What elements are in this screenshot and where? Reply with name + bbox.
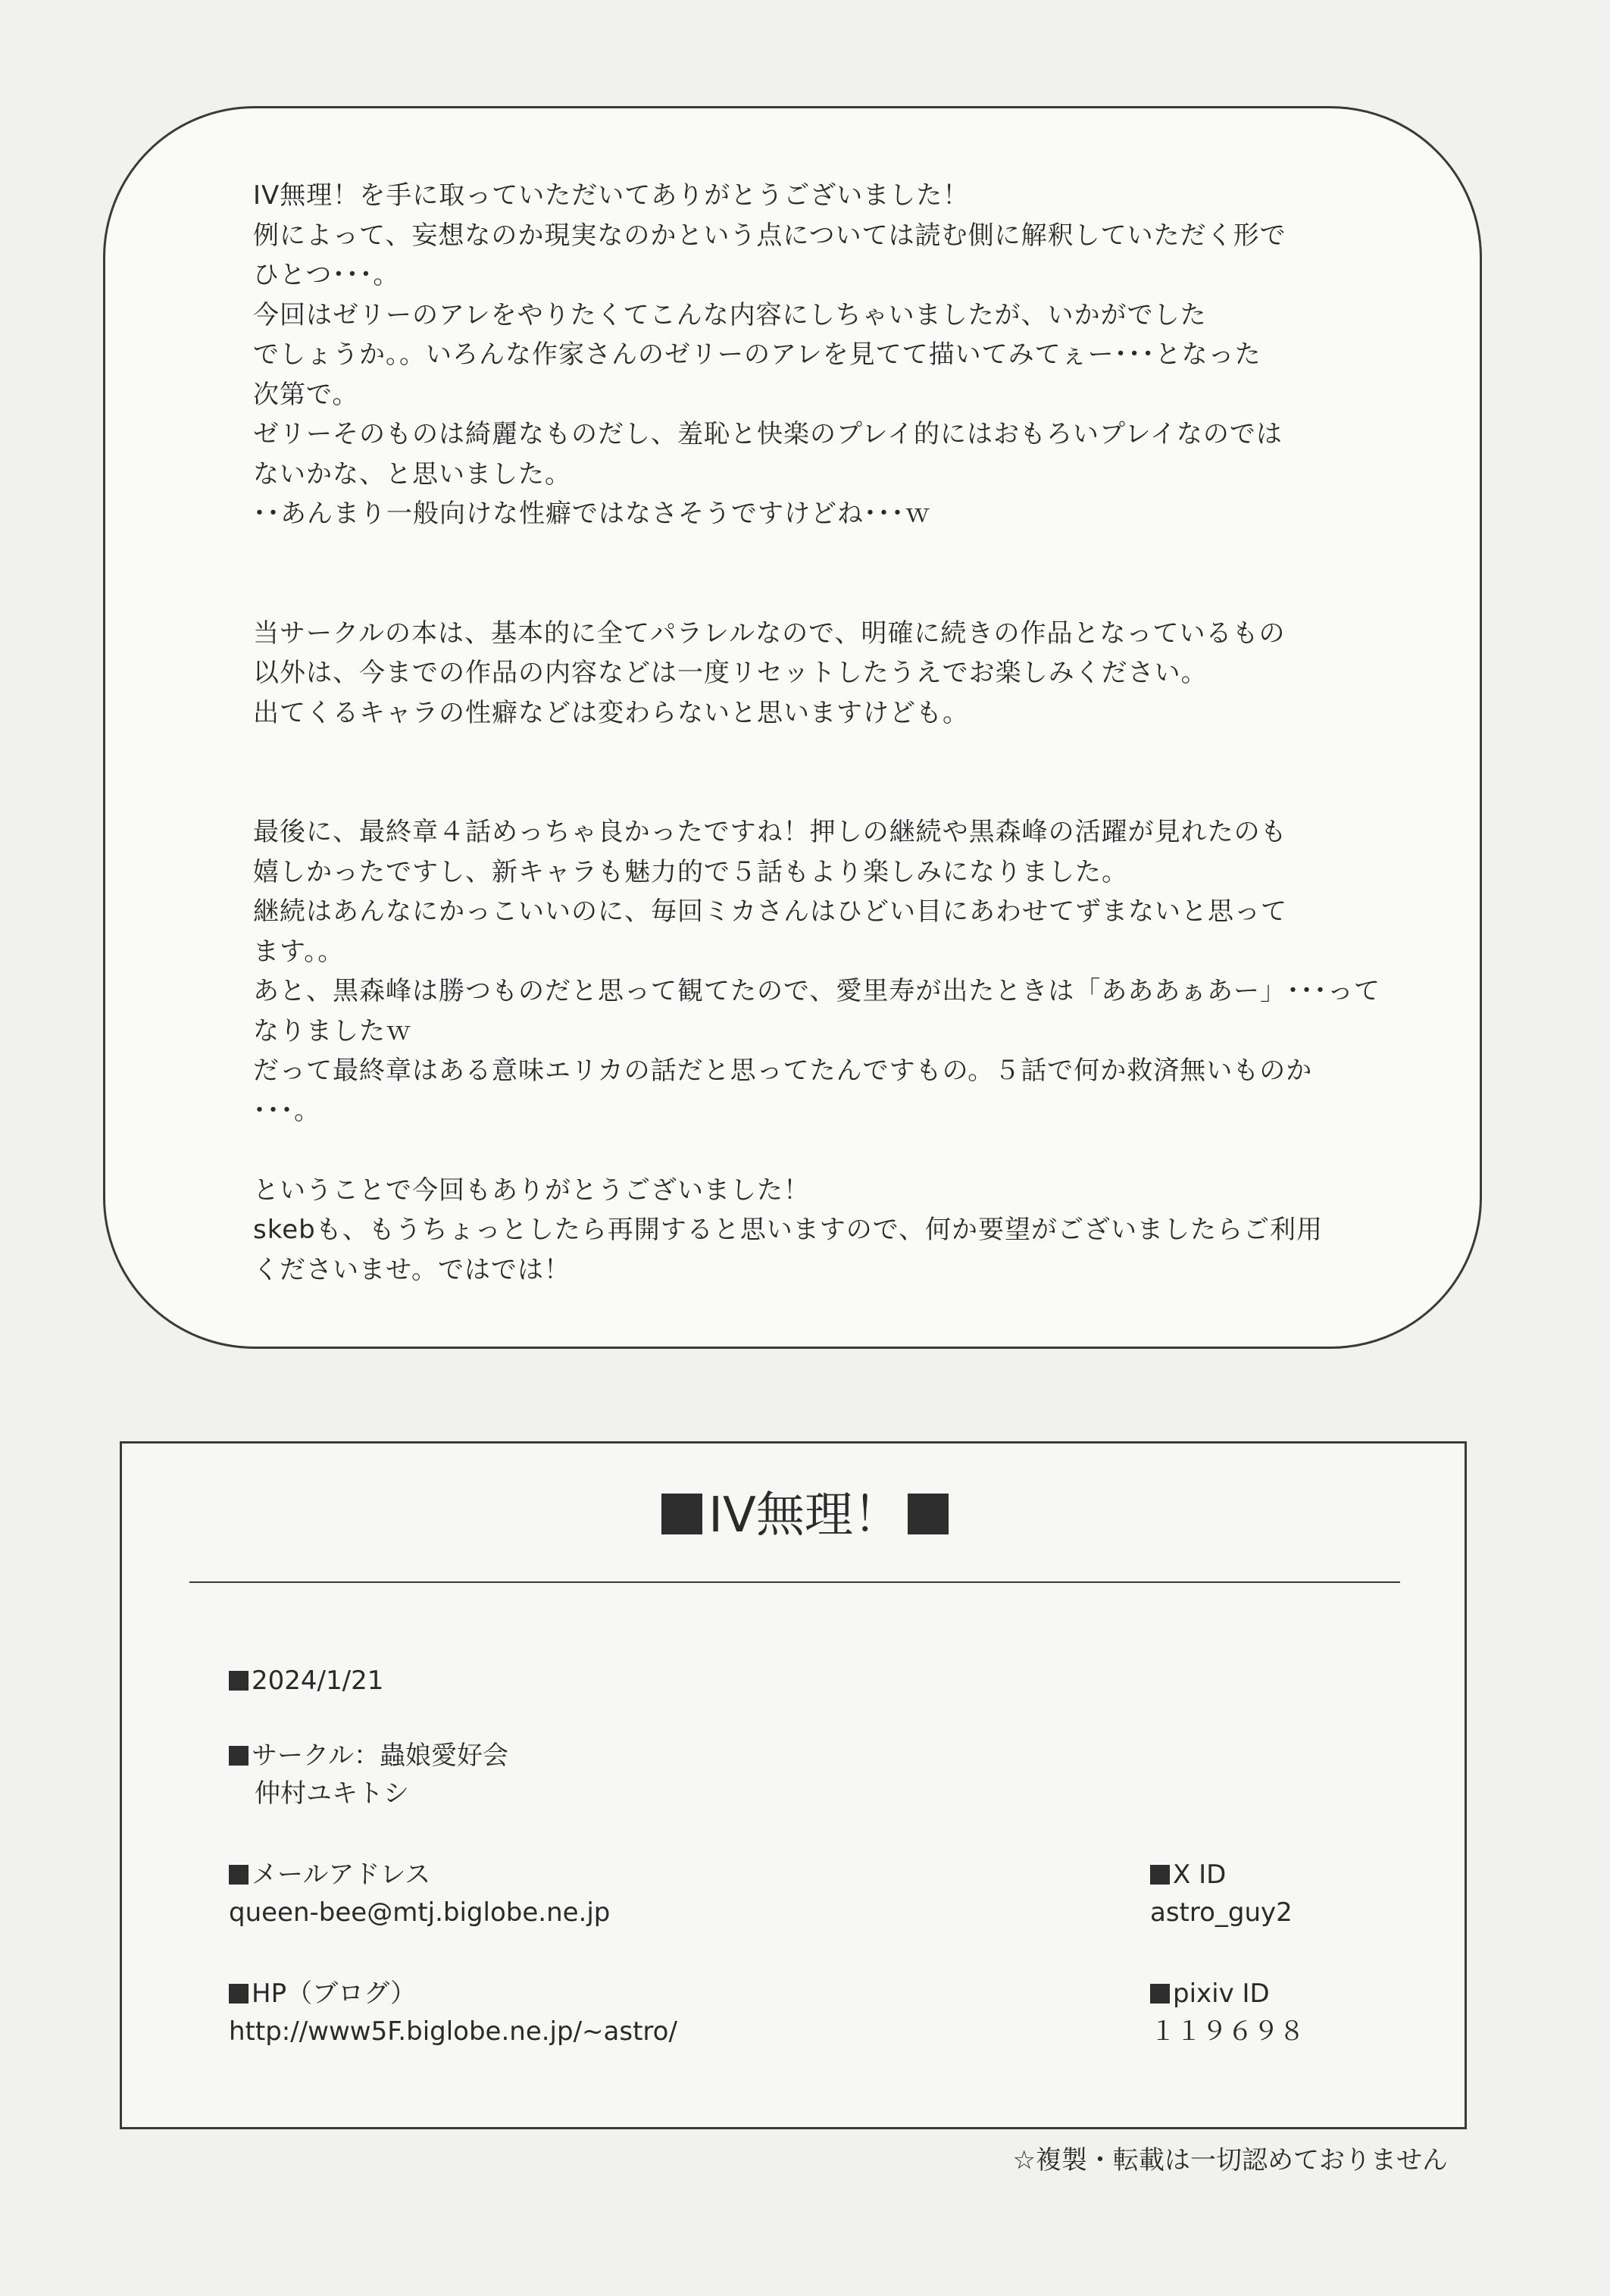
pixiv-id: １１９６９８ xyxy=(1150,2016,1305,2047)
text-line: ･･あんまり一般向けな性癖ではなさそうですけどね･･･ｗ xyxy=(253,499,931,529)
date-value: 2024/1/21 xyxy=(252,1666,384,1696)
text-line: skebも、もうちょっとしたら再開すると思いますので、何か要望がございましたらご利用 xyxy=(253,1215,1324,1245)
text-line: 今回はゼリーのアレをやりたくてこんな内容にしちゃいましたが、いかがでした xyxy=(253,299,1207,330)
square-bullet-icon xyxy=(229,1746,249,1766)
text-line: 以外は、今までの作品の内容などは一度リセットしたうえでお楽しみください。 xyxy=(253,658,1208,688)
text-line: ないかな、と思いました。 xyxy=(253,458,571,490)
square-bullet-icon xyxy=(661,1494,702,1534)
text-line: ということで今回もありがとうございました！ xyxy=(253,1175,810,1206)
square-bullet-icon xyxy=(1150,1865,1170,1885)
text-line: なりましたｗ xyxy=(253,1015,412,1046)
text-line: あと、黒森峰は勝つものだと思って観てたので、愛里寿が出たときは「あああぁあー」･･･って xyxy=(253,976,1380,1006)
colophon-title xyxy=(0,1481,1610,1550)
text-line: 嬉しかったですし、新キャラも魅力的で５話もより楽しみになりました。 xyxy=(253,856,1128,887)
homepage-info xyxy=(229,1975,677,2050)
colophon-divider xyxy=(189,1581,1400,1583)
text-line: IV無理！を手に取っていただいてありがとうございました！ xyxy=(253,180,970,211)
x-label: X ID xyxy=(1173,1860,1227,1890)
text-line: 継続はあんなにかっこいいのに、毎回ミカさんはひどい目にあわせてずまないと思って xyxy=(253,896,1287,927)
afterword-paragraph-4 xyxy=(253,1171,1390,1290)
afterword-paragraph-2 xyxy=(253,614,1390,734)
homepage-url: http://www5F.biglobe.ne.jp/~astro/ xyxy=(229,2016,677,2047)
x-id: astro_guy2 xyxy=(1150,1897,1293,1928)
square-bullet-icon xyxy=(1150,1984,1170,2004)
copyright-notice: ☆複製・転載は一切認めておりません xyxy=(1012,2145,1448,2176)
mail-label: メールアドレス xyxy=(252,1860,431,1890)
book-title: IV無理！ xyxy=(708,1487,902,1544)
text-line: くださいませ。ではでは！ xyxy=(253,1254,571,1285)
afterword-paragraph-3 xyxy=(253,812,1390,1131)
square-bullet-icon xyxy=(229,1984,249,2004)
pixiv-info xyxy=(1150,1975,1305,2050)
mail-address: queen-bee@mtj.biglobe.ne.jp xyxy=(229,1897,611,1928)
circle-label: サークル：蟲娘愛好会 xyxy=(252,1741,508,1771)
publication-date xyxy=(229,1662,383,1700)
text-line: 例によって、妄想なのか現実なのかという点については読む側に解釈していただく形で xyxy=(253,220,1286,251)
text-line: 当サークルの本は、基本的に全てパラレルなので、明確に続きの作品となっているもの xyxy=(253,618,1286,649)
x-info xyxy=(1150,1856,1293,1932)
text-line: ます。。 xyxy=(253,936,345,967)
text-line: ひとつ･･･。 xyxy=(253,260,400,290)
text-line: 出てくるキャラの性癖などは変わらないと思いますけども。 xyxy=(253,697,969,728)
square-bullet-icon xyxy=(229,1671,249,1691)
homepage-label: HP（ブログ） xyxy=(252,1979,417,2009)
author-name: 仲村ユキトシ xyxy=(255,1778,409,1809)
text-line: ゼリーそのものは綺麗なものだし、羞恥と快楽のプレイ的にはおもろいプレイなのでは xyxy=(253,419,1283,449)
text-line: ･･･。 xyxy=(253,1095,320,1126)
mail-info xyxy=(229,1856,610,1932)
text-line: だって最終章はある意味エリカの話だと思ってたんですもの。５話で何か救済無いものか xyxy=(253,1056,1313,1086)
pixiv-label: pixiv ID xyxy=(1173,1979,1270,2009)
circle-info xyxy=(229,1737,508,1813)
square-bullet-icon xyxy=(908,1494,949,1534)
text-line: 最後に、最終章４話めっちゃ良かったですね！押しの継続や黒森峰の活躍が見れたのも xyxy=(253,817,1287,847)
text-line: でしょうか。。いろんな作家さんのゼリーのアレを見てて描いてみてぇー･･･となった xyxy=(253,339,1261,370)
afterword-paragraph-1 xyxy=(253,176,1390,534)
square-bullet-icon xyxy=(229,1865,249,1885)
afterword-text xyxy=(253,176,1390,1290)
text-line: 次第で。 xyxy=(253,379,359,410)
